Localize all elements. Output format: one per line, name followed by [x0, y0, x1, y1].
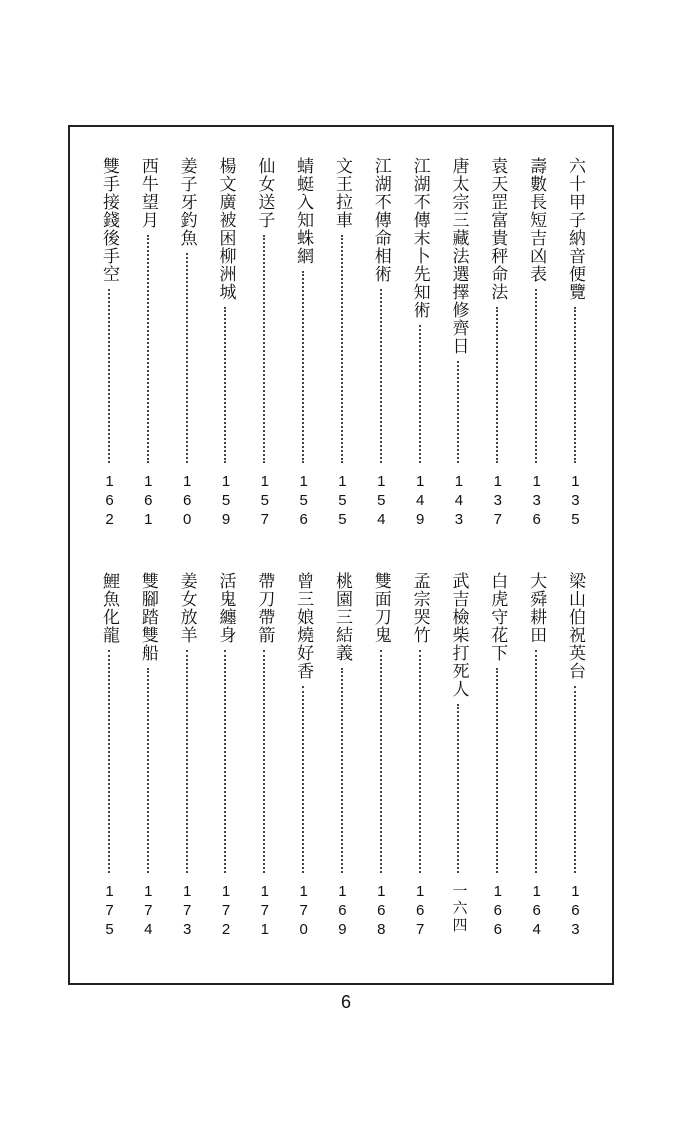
dot-leader	[496, 307, 498, 463]
toc-entry	[253, 157, 275, 547]
dot-leader	[574, 307, 576, 463]
toc-entry	[137, 572, 159, 957]
toc-top-half	[70, 157, 612, 547]
entry-title: 唐太宗三藏法選擇修齊日	[448, 157, 469, 355]
toc-entry	[331, 157, 353, 547]
toc-entry	[409, 572, 431, 957]
entry-page: 162	[101, 473, 118, 530]
entry-title: 曾三娘燒好香	[293, 572, 314, 680]
entry-title: 活鬼纏身	[215, 572, 236, 644]
toc-entry	[137, 157, 159, 547]
entry-title: 桃園三結義	[331, 572, 352, 662]
toc-entry	[253, 572, 275, 957]
dot-leader	[186, 650, 188, 873]
dot-leader	[341, 668, 343, 873]
entry-title: 西牛望月	[137, 157, 158, 229]
dot-leader	[419, 325, 421, 463]
dot-leader	[147, 668, 149, 873]
toc-entry	[525, 157, 547, 547]
dot-leader	[147, 235, 149, 463]
dot-leader	[186, 253, 188, 463]
toc-entry	[525, 572, 547, 957]
entry-title: 梁山伯祝英台	[564, 572, 585, 680]
toc-entry	[409, 157, 431, 547]
entry-page: 169	[333, 883, 351, 940]
entry-page: 149	[411, 473, 429, 530]
entry-title: 江湖不傳命相術	[370, 157, 391, 283]
toc-bottom-half	[70, 572, 612, 957]
entry-page: 156	[295, 473, 313, 530]
entry-title: 白虎守花下	[487, 572, 508, 662]
entry-title: 雙手接錢後手空	[99, 157, 119, 283]
entry-page: 175	[101, 883, 118, 940]
entry-page: 161	[139, 473, 157, 530]
toc-entry	[98, 572, 120, 957]
toc-frame	[68, 125, 614, 985]
entry-page: 155	[333, 473, 351, 530]
entry-title: 武吉檢柴打死人	[448, 572, 469, 698]
entry-title: 文王拉車	[331, 157, 352, 229]
toc-entry	[292, 157, 314, 547]
dot-leader	[419, 650, 421, 873]
dot-leader	[496, 668, 498, 873]
entry-page: 157	[256, 473, 274, 530]
toc-entry	[486, 572, 508, 957]
toc-entry	[486, 157, 508, 547]
entry-title: 江湖不傳末卜先知術	[409, 157, 430, 319]
toc-entry	[447, 572, 469, 957]
entry-page: 171	[256, 883, 274, 940]
dot-leader	[108, 289, 110, 463]
toc-entry	[370, 157, 392, 547]
toc-entry	[370, 572, 392, 957]
toc-entry	[176, 572, 198, 957]
dot-leader	[457, 361, 459, 463]
entry-title: 大舜耕田	[526, 572, 547, 644]
entry-page: 174	[139, 883, 157, 940]
entry-title: 仙女送子	[254, 157, 275, 229]
entry-title: 姜子牙釣魚	[176, 157, 197, 247]
entry-page: 159	[217, 473, 235, 530]
entry-page: 166	[489, 883, 507, 940]
entry-title: 袁天罡富貴秤命法	[487, 157, 508, 301]
dot-leader	[302, 271, 304, 463]
dot-leader	[457, 704, 459, 873]
entry-page: 143	[450, 473, 468, 530]
dot-leader	[302, 686, 304, 873]
entry-title: 六十甲子納音便覽	[564, 157, 585, 301]
toc-entry	[98, 157, 120, 547]
entry-page: 154	[372, 473, 390, 530]
dot-leader	[535, 650, 537, 873]
page-number: 6	[340, 992, 351, 1012]
toc-entry	[564, 157, 586, 547]
entry-title: 壽數長短吉凶表	[526, 157, 547, 283]
toc-entry	[214, 572, 236, 957]
entry-title: 楊文廣被困柳洲城	[215, 157, 236, 301]
entry-page: 168	[372, 883, 390, 940]
entry-page: 163	[566, 883, 584, 940]
entry-page: 164	[528, 883, 546, 940]
dot-leader	[263, 650, 265, 873]
dot-leader	[380, 289, 382, 463]
entry-page: 160	[178, 473, 196, 530]
dot-leader	[341, 235, 343, 463]
toc-entry	[564, 572, 586, 957]
toc-entry	[292, 572, 314, 957]
entry-page: 173	[178, 883, 196, 940]
dot-leader	[263, 235, 265, 463]
toc-entry	[214, 157, 236, 547]
entry-page: 一六四	[450, 883, 468, 934]
entry-title: 孟宗哭竹	[409, 572, 430, 644]
entry-page: 136	[528, 473, 546, 530]
toc-entry	[331, 572, 353, 957]
dot-leader	[224, 650, 226, 873]
entry-page: 137	[489, 473, 507, 530]
dot-leader	[224, 307, 226, 463]
entry-title: 雙腳踏雙船	[137, 572, 158, 662]
entry-title: 雙面刀鬼	[370, 572, 391, 644]
entry-title: 鯉魚化龍	[99, 572, 119, 644]
dot-leader	[574, 686, 576, 873]
entry-title: 帶刀帶箭	[254, 572, 275, 644]
dot-leader	[108, 650, 110, 873]
entry-page: 167	[411, 883, 429, 940]
toc-entry	[447, 157, 469, 547]
entry-page: 135	[566, 473, 584, 530]
entry-title: 蜻蜓入知蛛網	[293, 157, 314, 265]
entry-page: 172	[217, 883, 235, 940]
dot-leader	[535, 289, 537, 463]
entry-title: 姜女放羊	[176, 572, 197, 644]
entry-page: 170	[295, 883, 313, 940]
dot-leader	[380, 650, 382, 873]
toc-entry	[176, 157, 198, 547]
